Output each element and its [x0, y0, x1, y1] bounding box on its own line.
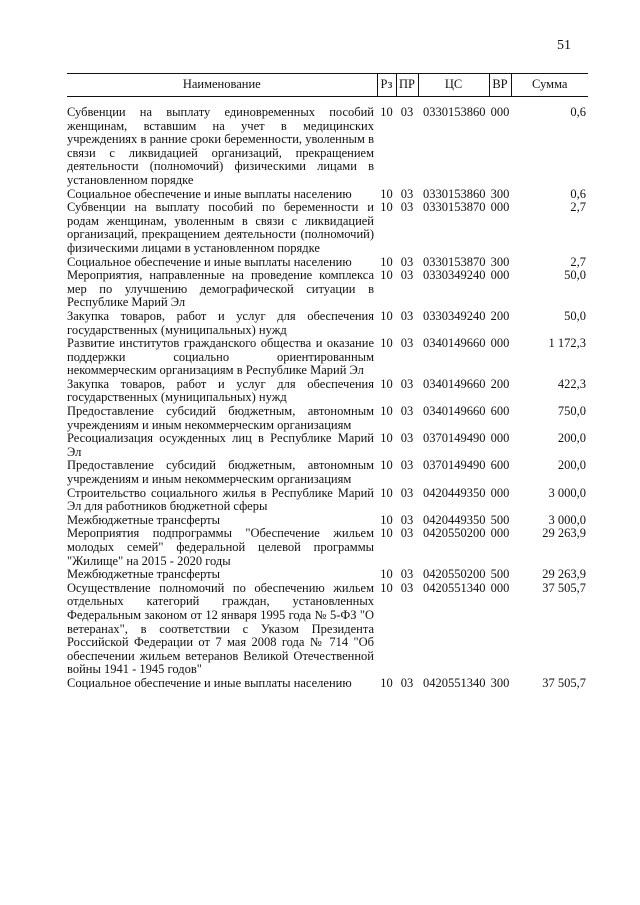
- table-header-row: [67, 74, 588, 97]
- row-sum: 37 505,7: [542, 675, 586, 690]
- row-vr: 000: [490, 485, 510, 500]
- budget-table: [67, 73, 588, 691]
- row-rz: 10: [380, 200, 393, 215]
- row-rz: 10: [380, 254, 393, 269]
- row-pr: 03: [400, 268, 414, 283]
- row-vr: 500: [490, 512, 510, 527]
- table-row: [67, 269, 588, 310]
- row-name: Предоставление субсидий бюджетным, автономным учреждениям и иным некоммерческим организациям: [67, 458, 374, 487]
- row-cs: 0420551340: [423, 580, 486, 595]
- row-cs: 0330153870: [423, 200, 486, 215]
- table-row: [67, 459, 588, 486]
- header-name: Наименование: [67, 74, 377, 97]
- header-pr: ПР: [396, 74, 418, 97]
- row-sum: 50,0: [564, 268, 586, 283]
- row-name: Социальное обеспечение и иные выплаты населению: [67, 675, 352, 690]
- table-row: [67, 527, 588, 568]
- row-rz: 10: [380, 308, 393, 323]
- row-sum: 2,7: [570, 254, 586, 269]
- row-vr: 300: [490, 675, 510, 690]
- row-cs: 0340149660: [423, 404, 486, 419]
- row-name: Мероприятия, направленные на проведение комплекса мер по улучшению демографической ситуации в Республике Марий Эл: [67, 268, 374, 310]
- row-sum: 29 263,9: [542, 526, 586, 541]
- row-name: Субвенции на выплату пособий по беременности и родам женщинам, уволенным в связи с ликвидацией организаций, прекращением деятельности (полномочий) физическими лицами в установленном порядке: [67, 200, 374, 255]
- table-row: [67, 378, 588, 405]
- row-rz: 10: [380, 526, 393, 541]
- row-cs: 0330153860: [423, 105, 486, 119]
- row-vr: 000: [490, 200, 510, 215]
- row-rz: 10: [380, 580, 393, 595]
- row-vr: 000: [490, 580, 510, 595]
- header-vr: ВР: [489, 74, 511, 97]
- table-row: [67, 432, 588, 459]
- row-pr: 03: [400, 526, 414, 541]
- row-rz: 10: [380, 458, 393, 473]
- row-name: Социальное обеспечение и иные выплаты населению: [67, 186, 352, 201]
- table-row: [67, 188, 588, 202]
- row-sum: 50,0: [564, 308, 586, 323]
- row-pr: 03: [400, 431, 414, 446]
- row-sum: 750,0: [557, 404, 586, 419]
- row-pr: 03: [400, 512, 414, 527]
- row-name: Социальное обеспечение и иные выплаты населению: [67, 254, 352, 269]
- row-rz: 10: [380, 376, 393, 391]
- row-vr: 600: [490, 458, 510, 473]
- row-pr: 03: [400, 200, 414, 215]
- row-pr: 03: [400, 485, 414, 500]
- row-name: Закупка товаров, работ и услуг для обеспечения государственных (муниципальных) нужд: [67, 376, 374, 405]
- row-cs: 0420550200: [423, 567, 486, 582]
- row-rz: 10: [380, 485, 393, 500]
- row-cs: 0330349240: [423, 268, 486, 283]
- row-rz: 10: [380, 268, 393, 283]
- row-sum: 2,7: [570, 200, 586, 215]
- row-cs: 0330349240: [423, 308, 486, 323]
- row-name: Межбюджетные трансферты: [67, 567, 221, 582]
- header-sum: Сумма: [511, 74, 588, 97]
- row-cs: 0420449350: [423, 512, 486, 527]
- row-pr: 03: [400, 254, 414, 269]
- table-row: [67, 487, 588, 514]
- row-rz: 10: [380, 336, 393, 351]
- row-name: Мероприятия подпрограммы "Обеспечение жильем молодых семей" федеральной целевой программы "Жилище" на 2015 - 2020 годы: [67, 526, 374, 568]
- row-pr: 03: [400, 105, 414, 119]
- row-pr: 03: [400, 404, 414, 419]
- row-sum: 200,0: [557, 431, 586, 446]
- table-row: [67, 201, 588, 255]
- row-name: Закупка товаров, работ и услуг для обеспечения государственных (муниципальных) нужд: [67, 308, 374, 337]
- row-cs: 0330153860: [423, 186, 486, 201]
- row-name: Ресоциализация осужденных лиц в Республике Марий Эл: [67, 431, 374, 459]
- row-name: Предоставление субсидий бюджетным, автономным учреждениям и иным некоммерческим организациям: [67, 404, 374, 432]
- row-cs: 0330153870: [423, 254, 486, 269]
- row-rz: 10: [380, 186, 393, 201]
- row-cs: 0370149490: [423, 458, 486, 473]
- row-sum: 3 000,0: [548, 485, 586, 500]
- header-rz: Рз: [377, 74, 396, 97]
- row-name: Межбюджетные трансферты: [67, 512, 221, 527]
- row-pr: 03: [400, 458, 414, 473]
- row-rz: 10: [380, 431, 393, 446]
- table-row: [67, 310, 588, 337]
- table-row: [67, 97, 588, 188]
- row-name: Субвенции на выплату единовременных пособий женщинам, вставшим на учет в медицинских учреждениях в ранние сроки беременности, уволенным в связи с ликвидацией организаций, прекращением деятельности (полномочий) физическими лицами в установленном порядке: [67, 105, 374, 187]
- row-vr: 000: [490, 431, 510, 446]
- row-vr: 200: [490, 308, 510, 323]
- row-sum: 422,3: [557, 376, 586, 391]
- row-vr: 300: [490, 186, 510, 201]
- table-body: [67, 97, 588, 691]
- row-sum: 0,6: [570, 186, 586, 201]
- row-sum: 37 505,7: [542, 580, 586, 595]
- row-sum: 3 000,0: [548, 512, 586, 527]
- row-vr: 000: [490, 526, 510, 541]
- row-sum: 29 263,9: [542, 567, 586, 582]
- table-row: [67, 256, 588, 270]
- row-cs: 0340149660: [423, 376, 486, 391]
- row-vr: 300: [490, 254, 510, 269]
- row-cs: 0340149660: [423, 336, 486, 351]
- row-pr: 03: [400, 376, 414, 391]
- table-row: [67, 677, 588, 691]
- row-rz: 10: [380, 404, 393, 419]
- row-sum: 200,0: [557, 458, 586, 473]
- row-rz: 10: [380, 675, 393, 690]
- row-sum: 0,6: [570, 105, 586, 119]
- table-row: [67, 405, 588, 432]
- row-pr: 03: [400, 675, 414, 690]
- row-pr: 03: [400, 580, 414, 595]
- row-cs: 0370149490: [423, 431, 486, 446]
- row-vr: 200: [490, 376, 510, 391]
- row-vr: 000: [490, 336, 510, 351]
- row-sum: 1 172,3: [548, 336, 586, 351]
- row-rz: 10: [380, 512, 393, 527]
- row-pr: 03: [400, 308, 414, 323]
- row-cs: 0420551340: [423, 675, 486, 690]
- row-cs: 0420550200: [423, 526, 486, 541]
- row-pr: 03: [400, 186, 414, 201]
- row-name: Строительство социального жилья в Республике Марий Эл для работников бюджетной сферы: [67, 485, 374, 514]
- row-vr: 600: [490, 404, 510, 419]
- table-row: [67, 568, 588, 582]
- row-pr: 03: [400, 336, 414, 351]
- row-rz: 10: [380, 567, 393, 582]
- row-rz: 10: [380, 105, 393, 119]
- row-cs: 0420449350: [423, 485, 486, 500]
- table-row: [67, 514, 588, 528]
- row-pr: 03: [400, 567, 414, 582]
- table-row: [67, 337, 588, 378]
- table-row: [67, 582, 588, 677]
- row-vr: 000: [490, 105, 510, 119]
- row-name: Развитие институтов гражданского общества и оказание поддержки социально ориентированным некоммерческим организациям в Республике Марий Эл: [67, 336, 374, 378]
- row-vr: 000: [490, 268, 510, 283]
- row-vr: 500: [490, 567, 510, 582]
- row-name: Осуществление полномочий по обеспечению жильем отдельных категорий граждан, установленных Федеральным законом от 12 января 1995 года № 5-ФЗ "О ветеранах", в соответствии с Указом Президента Российской Федерации от 7 мая 2008 года № 714 "Об обеспечении жильем ветеранов Великой Отечественной войны 1941 - 1945 годов": [67, 580, 374, 677]
- page-number: 51: [557, 38, 571, 53]
- header-cs: ЦС: [418, 74, 489, 97]
